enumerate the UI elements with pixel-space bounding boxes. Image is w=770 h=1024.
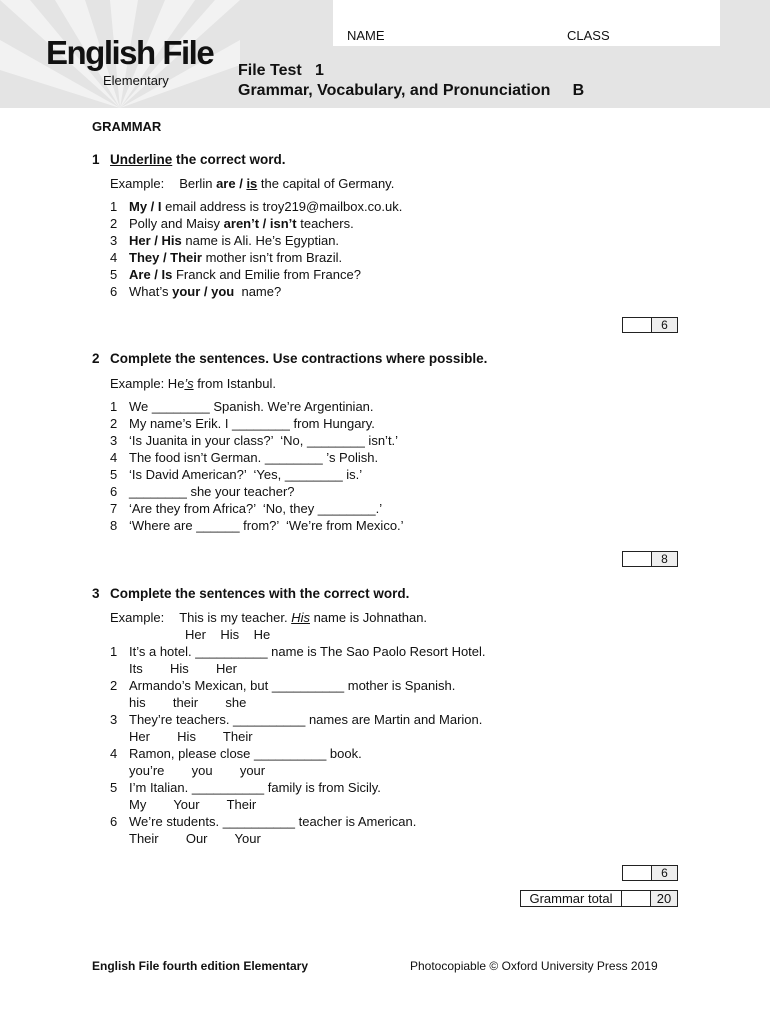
name-label: NAME [347, 28, 385, 43]
test-subtitle: Grammar, Vocabulary, and Pronunciation B [238, 82, 585, 99]
score-blank[interactable] [623, 552, 652, 566]
score-blank[interactable] [623, 866, 652, 880]
grammar-total-value: 20 [651, 891, 677, 906]
logo-subtitle: Elementary [103, 73, 169, 88]
q3-example: Example: This is my teacher. His name is Johnathan. [110, 610, 428, 625]
footer-edition: English File fourth edition Elementary [92, 959, 309, 973]
q2-heading: 2 Complete the sentences. Use contractions where possible. [92, 351, 488, 366]
score-blank[interactable] [623, 318, 652, 332]
q3-heading: 3 Complete the sentences with the correct word. [92, 586, 410, 601]
q2-score-box [622, 551, 678, 567]
q3-score-box [622, 865, 678, 881]
q3-example-options: Her His He [185, 627, 271, 642]
logo-title: English File [46, 34, 214, 71]
score-value: 6 [652, 318, 677, 332]
grammar-total-label: Grammar total [521, 891, 622, 906]
header-band [0, 0, 770, 108]
q1-heading: 1 Underline the correct word. [92, 152, 286, 167]
q2-example: Example: He’s from Istanbul. [110, 376, 276, 391]
footer-copyright: Photocopiable © Oxford University Press 2019 [410, 959, 658, 973]
score-value: 8 [652, 552, 677, 566]
grammar-total-box [520, 890, 678, 907]
name-class-box [333, 0, 720, 46]
section-title: GRAMMAR [92, 119, 162, 134]
grammar-total-blank[interactable] [622, 891, 651, 906]
q1-example: Example: Berlin are / is the capital of Germany. [110, 176, 395, 191]
q1-score-box [622, 317, 678, 333]
class-label: CLASS [567, 28, 610, 43]
test-title: File Test 1 [238, 62, 324, 79]
score-value: 6 [652, 866, 677, 880]
